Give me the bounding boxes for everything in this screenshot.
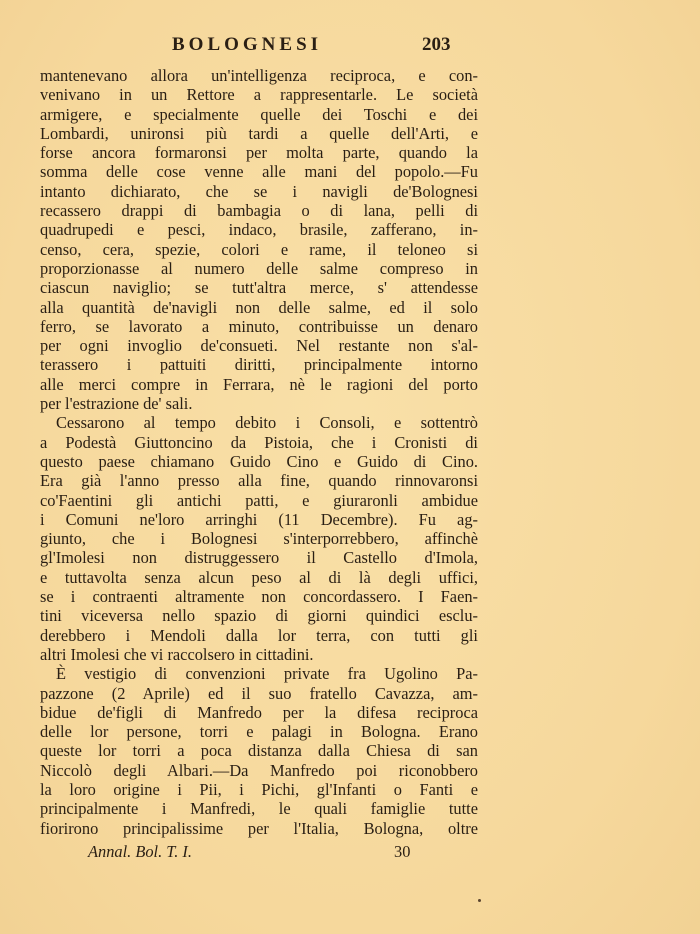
text-line: delle lor persone, torri e palagi in Bologna. Erano [40, 722, 478, 742]
text-line: intanto dichiarato, che se i navigli de'Bolognesi [40, 181, 478, 201]
text-line: armigere, e specialmente quelle dei Toschi e dei [40, 104, 478, 124]
text-line: per l'estrazione de' sali. [40, 394, 193, 414]
text-line: Cessarono al tempo debito i Consoli, e sottentrò [56, 413, 478, 433]
text-line: pazzone (2 Aprile) ed il suo fratello Cavazza, am- [40, 683, 478, 703]
text-line: se i contraenti altramente non concordassero. I Faen- [40, 587, 478, 607]
text-line: giunto, che i Bolognesi s'interporrebbero, affinchè [40, 529, 478, 549]
text-line: i Comuni ne'loro arringhi (11 Decembre). Fu ag- [40, 509, 478, 529]
text-line: terassero i pattuiti diritti, principalmente intorno [40, 355, 478, 375]
text-line: ferro, se lavorato a minuto, contribuisse un denaro [40, 316, 478, 336]
text-line: venivano in un Rettore a rappresentarle. Le società [40, 85, 478, 105]
text-line: proporzionasse al numero delle salme compreso in [40, 258, 478, 278]
text-line: censo, cera, spezie, colori e rame, il teloneo si [40, 239, 478, 259]
page-footer [40, 842, 478, 864]
text-line: È vestigio di convenzioni private fra Ugolino Pa- [56, 664, 478, 684]
text-line: Era già l'anno presso alla fine, quando rinnovaronsi [40, 471, 478, 491]
text-line: principalmente i Manfredi, le quali famiglie tutte [40, 799, 478, 819]
text-line: Lombardi, unironsi più tardi a quelle dell'Arti, e [40, 123, 478, 143]
text-line: e tuttavolta senza alcun peso al di là degli uffici, [40, 567, 478, 587]
text-line: alla quantità de'navigli non delle salme, ed il solo [40, 297, 478, 317]
text-line: forse ancora formaronsi per molta parte, quando la [40, 143, 478, 163]
page-number: 203 [422, 34, 451, 55]
text-line: bidue de'figli di Manfredo per la difesa reciproca [40, 702, 478, 722]
text-line: quadrupedi e pesci, indaco, brasile, zafferano, in- [40, 220, 478, 240]
signature-line: Annal. Bol. T. I. [88, 842, 192, 861]
signature-mark: 30 [394, 842, 411, 861]
text-line: queste lor torri a poca distanza dalla Chiesa di san [40, 741, 478, 761]
text-line: gl'Imolesi non distruggessero il Castello d'Imola, [40, 548, 478, 568]
paper-speck [478, 899, 481, 902]
text-line: per ogni invoglio de'consueti. Nel restante non s'al- [40, 336, 478, 356]
text-line: derebbero i Mendoli dalla lor terra, con tutti gli [40, 625, 478, 645]
text-line: la loro origine i Pii, i Pichi, gl'Infanti o Fanti e [40, 779, 478, 799]
text-line: altri Imolesi che vi raccolsero in cittadini. [40, 644, 314, 664]
text-line: mantenevano allora un'intelligenza reciproca, e con- [40, 66, 478, 85]
text-line: ciascun naviglio; se tutt'altra merce, s' attendesse [40, 278, 478, 298]
text-line: co'Faentini gli antichi patti, e giuraronli ambidue [40, 490, 478, 510]
text-line: a Podestà Giuttoncino da Pistoia, che i Cronisti di [40, 432, 478, 452]
text-line: Niccolò degli Albari.—Da Manfredo poi riconobbero [40, 760, 478, 780]
text-line: tini viceversa nello spazio di giorni quindici esclu- [40, 606, 478, 626]
text-line: alle merci compre in Ferrara, nè le ragioni del porto [40, 374, 478, 394]
text-line: recassero drappi di bambagia o di lana, pelli di [40, 201, 478, 221]
text-line: fiorirono principalissime per l'Italia, Bologna, oltre [40, 818, 478, 838]
body-text [40, 66, 478, 838]
page-header [0, 28, 700, 62]
running-title: BOLOGNESI [172, 34, 323, 55]
text-line: questo paese chiamano Guido Cino e Guido di Cino. [40, 451, 478, 471]
text-line: somma delle cose venne alle mani del popolo.—Fu [40, 162, 478, 182]
